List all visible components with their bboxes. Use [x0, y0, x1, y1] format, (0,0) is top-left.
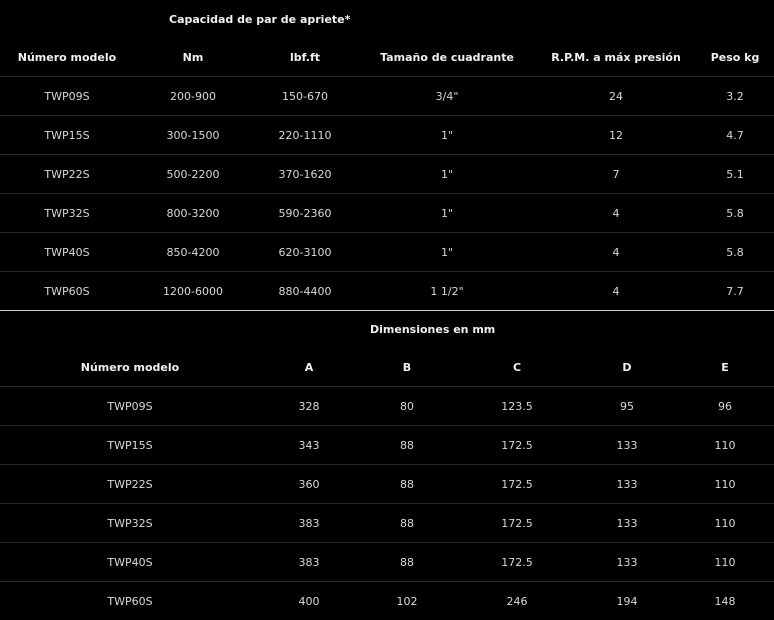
dim-a-cell: 343 [260, 426, 358, 465]
rpm-cell: 24 [536, 77, 696, 116]
dim-c-cell: 172.5 [456, 426, 578, 465]
table-row [0, 155, 774, 194]
nm-cell: 850-4200 [134, 233, 252, 272]
dim-e-cell: 96 [676, 387, 774, 426]
model-cell: TWP22S [0, 465, 260, 504]
header-square-drive-size: Tamaño de cuadrante [358, 38, 536, 77]
rpm-cell: 4 [536, 272, 696, 311]
header-dim-e: E [676, 348, 774, 387]
group-header-row [0, 0, 774, 38]
header-weight-kg: Peso kg [696, 38, 774, 77]
table-row [0, 77, 774, 116]
dim-c-cell: 172.5 [456, 543, 578, 582]
model-cell: TWP22S [0, 155, 134, 194]
table-row [0, 582, 774, 620]
dim-b-cell: 88 [358, 465, 456, 504]
model-cell: TWP60S [0, 272, 134, 311]
dim-c-cell: 123.5 [456, 387, 578, 426]
weight-cell: 5.8 [696, 194, 774, 233]
dim-d-cell: 133 [578, 465, 676, 504]
model-cell: TWP09S [0, 77, 134, 116]
dim-e-cell: 110 [676, 426, 774, 465]
model-cell: TWP15S [0, 426, 260, 465]
dim-d-cell: 133 [578, 426, 676, 465]
dim-c-cell: 172.5 [456, 504, 578, 543]
rpm-cell: 4 [536, 194, 696, 233]
table-row [0, 426, 774, 465]
torque-capacity-group-header: Capacidad de par de apriete* [134, 0, 358, 38]
header-lbf-ft: lbf.ft [252, 38, 358, 77]
weight-cell: 4.7 [696, 116, 774, 155]
dim-e-cell: 110 [676, 543, 774, 582]
dimensions-table [0, 311, 774, 620]
table-row [0, 116, 774, 155]
column-header-row [0, 348, 774, 387]
square-drive-cell: 1" [358, 116, 536, 155]
model-cell: TWP09S [0, 387, 260, 426]
dim-e-cell: 110 [676, 504, 774, 543]
dim-b-cell: 88 [358, 504, 456, 543]
weight-cell: 3.2 [696, 77, 774, 116]
table-row [0, 233, 774, 272]
lbf-ft-cell: 150-670 [252, 77, 358, 116]
weight-cell: 5.8 [696, 233, 774, 272]
dim-c-cell: 246 [456, 582, 578, 620]
dim-b-cell: 88 [358, 543, 456, 582]
dim-d-cell: 133 [578, 543, 676, 582]
nm-cell: 300-1500 [134, 116, 252, 155]
dimensions-group-header: Dimensiones en mm [358, 311, 676, 348]
dim-d-cell: 133 [578, 504, 676, 543]
dim-c-cell: 172.5 [456, 465, 578, 504]
column-header-row [0, 38, 774, 77]
table-row [0, 272, 774, 311]
table-row [0, 194, 774, 233]
square-drive-cell: 1" [358, 233, 536, 272]
group-header-row [0, 311, 774, 348]
table-row [0, 387, 774, 426]
model-cell: TWP40S [0, 233, 134, 272]
model-cell: TWP32S [0, 504, 260, 543]
header-dim-a: A [260, 348, 358, 387]
nm-cell: 500-2200 [134, 155, 252, 194]
dim-e-cell: 148 [676, 582, 774, 620]
table-row [0, 465, 774, 504]
dim-a-cell: 328 [260, 387, 358, 426]
lbf-ft-cell: 590-2360 [252, 194, 358, 233]
header-model-number: Número modelo [0, 348, 260, 387]
dim-e-cell: 110 [676, 465, 774, 504]
dim-a-cell: 383 [260, 504, 358, 543]
table-row [0, 543, 774, 582]
square-drive-cell: 1" [358, 194, 536, 233]
nm-cell: 1200-6000 [134, 272, 252, 311]
header-nm: Nm [134, 38, 252, 77]
square-drive-cell: 1 1/2" [358, 272, 536, 311]
dim-a-cell: 400 [260, 582, 358, 620]
nm-cell: 200-900 [134, 77, 252, 116]
model-cell: TWP32S [0, 194, 134, 233]
dim-b-cell: 102 [358, 582, 456, 620]
rpm-cell: 4 [536, 233, 696, 272]
table-row [0, 504, 774, 543]
header-rpm-max-pressure: R.P.M. a máx presión [536, 38, 696, 77]
dim-d-cell: 95 [578, 387, 676, 426]
lbf-ft-cell: 220-1110 [252, 116, 358, 155]
lbf-ft-cell: 880-4400 [252, 272, 358, 311]
header-dim-b: B [358, 348, 456, 387]
dim-b-cell: 88 [358, 426, 456, 465]
nm-cell: 800-3200 [134, 194, 252, 233]
lbf-ft-cell: 370-1620 [252, 155, 358, 194]
dim-d-cell: 194 [578, 582, 676, 620]
lbf-ft-cell: 620-3100 [252, 233, 358, 272]
weight-cell: 5.1 [696, 155, 774, 194]
rpm-cell: 12 [536, 116, 696, 155]
header-model-number: Número modelo [0, 38, 134, 77]
square-drive-cell: 3/4" [358, 77, 536, 116]
model-cell: TWP60S [0, 582, 260, 620]
rpm-cell: 7 [536, 155, 696, 194]
dim-a-cell: 360 [260, 465, 358, 504]
square-drive-cell: 1" [358, 155, 536, 194]
model-cell: TWP15S [0, 116, 134, 155]
dim-b-cell: 80 [358, 387, 456, 426]
dim-a-cell: 383 [260, 543, 358, 582]
model-cell: TWP40S [0, 543, 260, 582]
weight-cell: 7.7 [696, 272, 774, 311]
header-dim-d: D [578, 348, 676, 387]
header-dim-c: C [456, 348, 578, 387]
